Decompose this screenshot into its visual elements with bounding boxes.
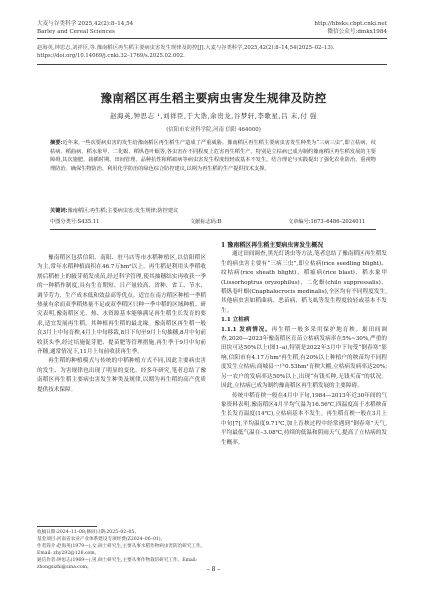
subsubsection-heading: 1.1.1 发病情况。 bbox=[221, 326, 272, 333]
abstract bbox=[50, 139, 376, 173]
abstract-rule bbox=[50, 229, 376, 230]
paper-affiliation: (信阳市农业科学院,河南 信阳 464000) bbox=[166, 127, 261, 133]
subsection-heading: 1.1 立枯病 bbox=[221, 317, 250, 324]
header-rule bbox=[37, 38, 387, 39]
fund-info: 基金项目:河南省农业产业体系建设专项经费(Z2024–06–01)。 bbox=[37, 537, 166, 542]
keywords bbox=[50, 207, 376, 215]
journal-url[interactable]: http://hbsks.cbpt.cnki.net bbox=[314, 21, 387, 27]
journal-header-left bbox=[37, 21, 133, 36]
right-column bbox=[221, 241, 387, 448]
citation-block bbox=[37, 45, 388, 61]
keywords-text: 豫南稻区;再生稻;主要病虫害;发生规律;防控建议 bbox=[67, 208, 179, 214]
body-paragraph: 传统中稻育秧一般在4月中下旬,1984—2013年近30年间的气象资料表明,豫南稻区4月平均气温为16.56℃,四温度高于水稻秧苗生长发育温度(14℃),立枯病基本不发生。再生稻育秧一般在3月上中旬[7],平均温度9.71℃,加上育秧过程中经常遇到“倒春寒”天气,平均最低气温在–3.08℃,持续的低温和阴雨天气,提高了立枯病的发生概率。 bbox=[221, 392, 387, 446]
citation-doi[interactable]: https://doi.org/10.14069/j.cnki.32–1769/s.2025.02.002. bbox=[37, 52, 185, 59]
left-column bbox=[37, 254, 206, 395]
journal-issue: 大麦与谷类科学 2025,42(2):8–14,54 bbox=[37, 21, 134, 27]
body-paragraph: 再生稻一般多采用保护地育秧。据田间调查,2020—2023年豫南稻区育苗立枯病发病率在5%~30%,严重的田块可达50%以上(图1–a),特别是2022年3月中下旬受“倒春寒”影响,信阳市有4.17万hm²再生稻,有20%以上种植户的秧苗均不同程度发生立枯病;商城县一户0.53hm²育秧大棚,立枯病发病率达20%;另一农户的发病率达50%以上,出现“有钱买种,无钱买苗”的状况。因此,立枯病已成为制约豫南稻区再生稻发展的主要障碍。 bbox=[221, 326, 387, 390]
intro-paragraph: 豫南稻区包括信阳、南阳、驻马店等市水稻种植区,以信阳稻区为主,常年水稻种植面积在46.7万hm²以上。再生稻是利用头季稻收割后稻桩上的腋芽萌发成苗,经过科学管理,使其抽穗结实再收获一季的一种稻作制度,具有生育期短、日产量较高、省种、省工、节水、调节劳力、生产成本低和效益高等优点。适宜在南方稻区种植一季稻热量有余而双季稻热量不足或双季稻区只种一季中稻的区域种植。研究表明,豫南稻区光、热、水资源基本能够满足再生稻生长发育的要求,适宜发展再生稻。其种植再生稻的最北缘。豫南稻区再生稻一般在3月上中旬育秧,4月上中旬移栽,8月下旬至9月上旬抽穗,8月中旬前收获头季,经过培施促芽肥、提苗肥等管理措施,再生季于9月中旬前齐穗,通常情况下,11月上旬前收获再生季。 bbox=[37, 255, 206, 356]
article-number: 文章编号:1673–6486–2024011 bbox=[288, 219, 366, 225]
corresponding-author: 通信作者:钟思志(1969—),男,硕士研究生,主要从事作物栽培研究工作。Email: zhongsizhi@sina.com。 bbox=[37, 558, 198, 570]
keywords-label: 关键词: bbox=[50, 208, 68, 214]
paper-authors: 赵海英,钟思志 ¹,刘祥臣,于大诰,余贵龙,谷梦轩,李歌星,吕 末,付 强 bbox=[110, 112, 317, 120]
section-heading: 1 豫南稻区再生稻主要病虫害发生概况 bbox=[221, 242, 324, 249]
page-number: – 8 – bbox=[206, 566, 221, 573]
citation-rule bbox=[37, 64, 387, 65]
abstract-label: 摘要: bbox=[50, 140, 63, 146]
journal-wechat: 微信公众号:dmkx1984 bbox=[327, 28, 387, 35]
journal-english-name: Barley and Cereal Sciences bbox=[37, 28, 115, 35]
journal-header-right bbox=[314, 21, 387, 36]
body-paragraph: 通过田间调查,黑光灯诱虫等方法,笔者总结了豫南稻区再生稻发生的病虫害主要有“三病三虫”,即立枯病(rice seedling blight)、纹枯病(rice sheath blight)、稻瘟病(rice blast)、稻水象甲(Lissorhoptrus oryzophilus)、二化螟(chilo suppressalis)、稻纵卷叶螟(Cnaphalocrocis medinalis),全区均有不同程度发生,其他病虫害如稻曲病、恶苗病、稻飞虱等发生程度较轻或基本不发生。 bbox=[221, 251, 387, 314]
abstract-text: 近年来,一些次要病虫害的发生给豫南稻区再生稻生产造成了严重威胁。豫南稻区再生稻主要病虫害发生种类为“三病三虫”,即立枯病、纹枯病、稻曲病、稻水象甲、二化螟、稻纵卷叶螟等,各虫害在不同程度上危害再生稻生产。特别是立枯病已成为制约豫南稻区再生稻发展的主要障碍,其次施肥、栽插时期、田间管理、品种抗性和稻瘟病等病虫害发生程度较轻或基本不发生。结合理论与实践提出了强化农业防治、重视物理防治、确保生物防治、利用化学防治的绿色综合防控建议,以期为再生稻的生产提供技术支撑。 bbox=[50, 140, 377, 172]
document-code: 文献标志码:B bbox=[190, 219, 222, 225]
intro-paragraph: 再生稻的种植模式与传统的中稻种植方式不同,因此主要病虫害的发生、为害规律也出现了明显的变化。经多年研究,笔者总结了豫南稻区再生稻主要病虫害发生种类及规律,以期为再生稻的高产优质提供技术保障。 bbox=[37, 358, 206, 393]
citation-line: 赵海英,钟思志,刘祥臣,等.豫南稻区再生稻主要病虫害发生规律及防控[J].大麦与谷类科学,2025,42(2):8–14,54(2025–02–13). bbox=[37, 45, 335, 51]
author-bio: 作者简介:赵海英(1979—),女,硕士研究生,主要从事水稻作物病虫害防治研究工作。Email: zhy292@126.com。 bbox=[37, 544, 206, 556]
paper-title: 豫南稻区再生稻主要病虫害发生规律及防控 bbox=[100, 91, 327, 105]
footnote bbox=[37, 529, 206, 571]
received-date: 收稿日期:2024–11–08;修回日期:2025–02–05。 bbox=[37, 530, 139, 535]
clc-number: 中图分类号:S435.11 bbox=[50, 219, 100, 225]
footnote-rule bbox=[37, 526, 97, 527]
